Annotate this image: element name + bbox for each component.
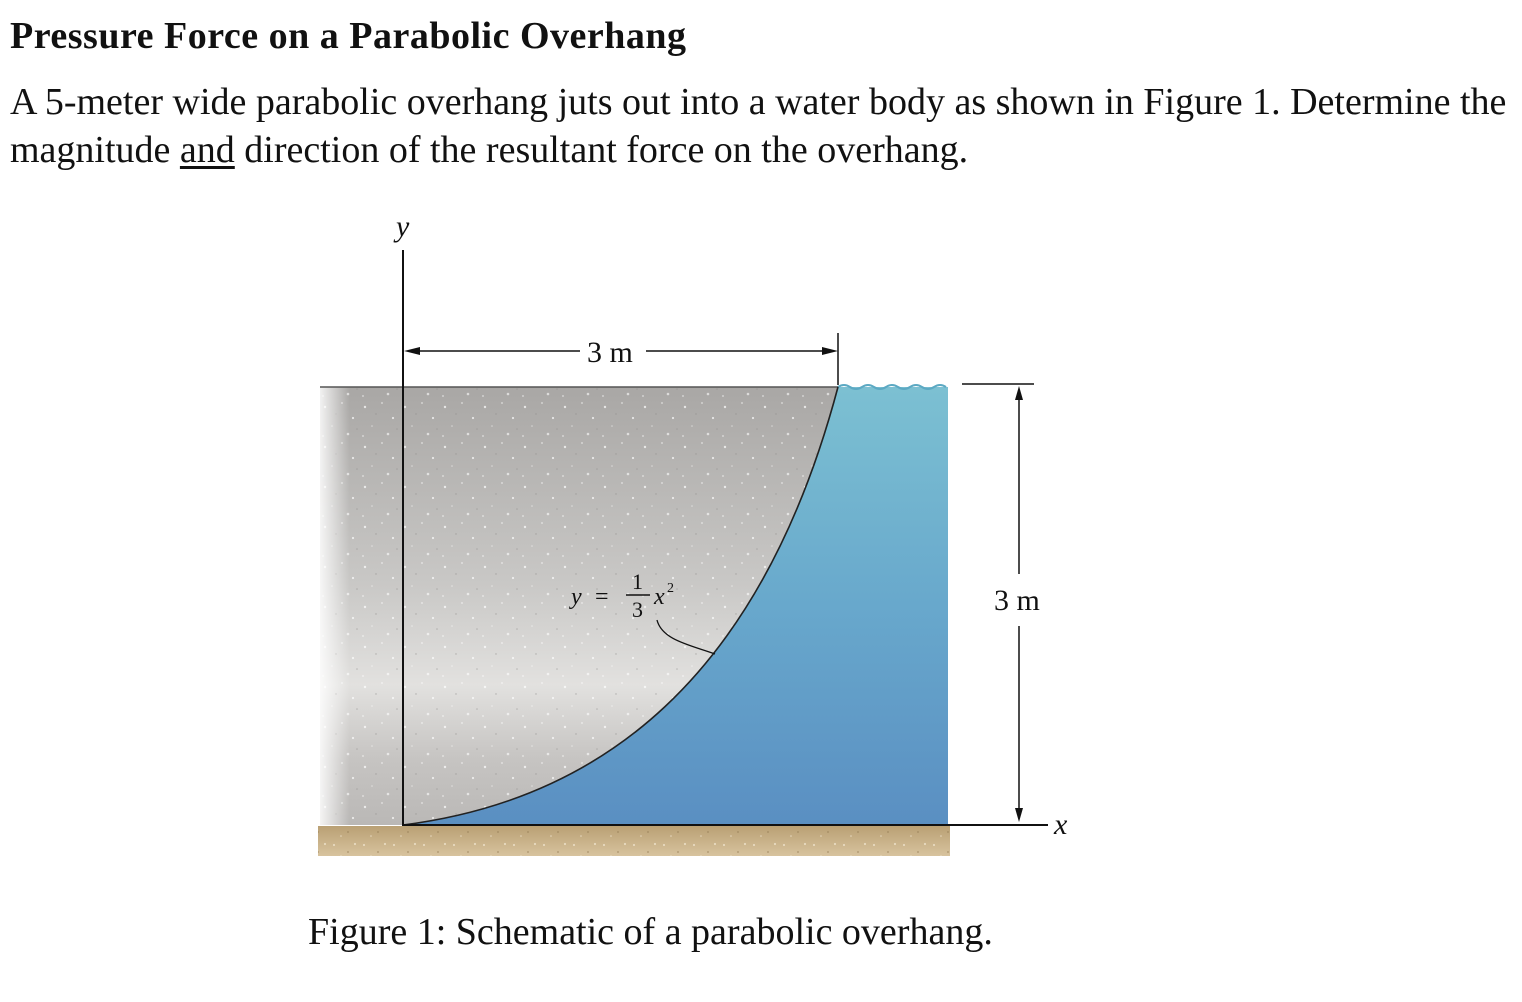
- svg-text:x: x: [654, 584, 665, 610]
- svg-text:y: y: [571, 584, 582, 610]
- svg-text:=: =: [595, 584, 609, 610]
- svg-text:1: 1: [632, 569, 643, 594]
- x-axis-label: x: [1054, 808, 1068, 841]
- statement-text-2: direction of the resultant force on the overhang.: [234, 129, 969, 171]
- width-dimension-label: 3 m: [587, 336, 633, 369]
- page-title: Pressure Force on a Parabolic Overhang: [10, 15, 687, 57]
- svg-text:2: 2: [667, 581, 674, 596]
- statement-text-1: A 5-meter wide parabolic overhang juts out into a water body as shown in Figure 1. Determine the magnitude: [10, 81, 1507, 171]
- statement-underlined-word: and: [179, 129, 235, 171]
- figure-caption: Figure 1: Schematic of a parabolic overhang.: [308, 911, 993, 953]
- y-axis-label: y: [396, 210, 410, 243]
- svg-text:3: 3: [632, 597, 643, 622]
- height-dimension-label: 3 m: [994, 584, 1040, 617]
